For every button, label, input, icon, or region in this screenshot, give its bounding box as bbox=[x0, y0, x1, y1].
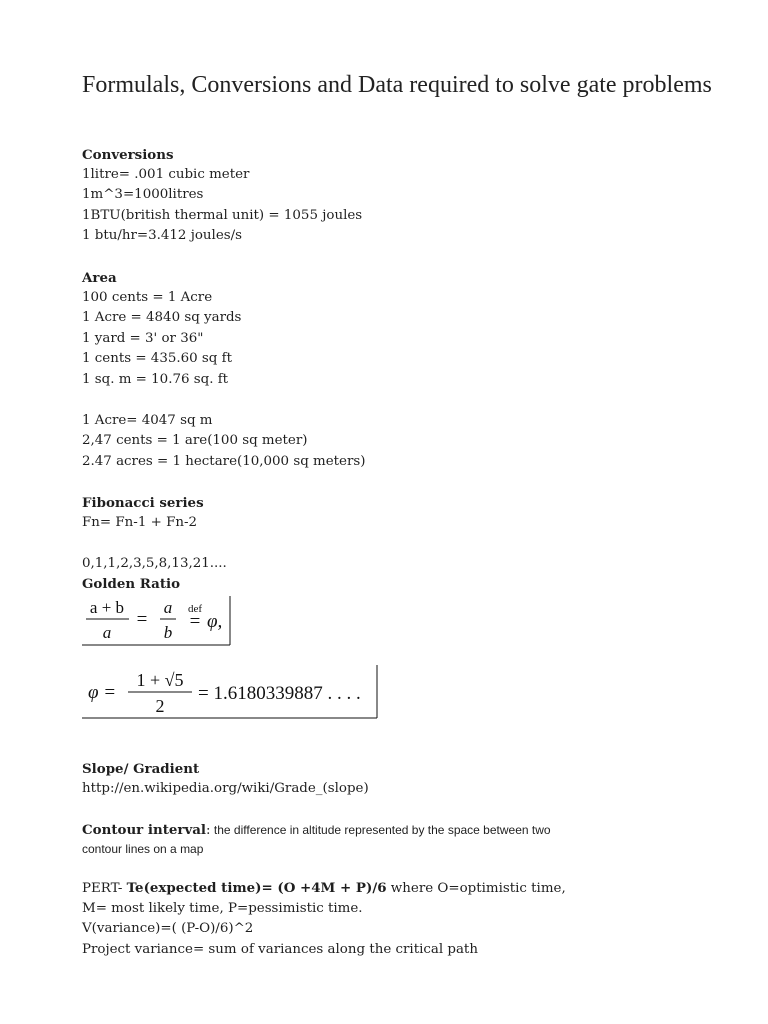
conversion-line: 1 btu/hr=3.412 joules/s bbox=[82, 228, 243, 243]
contour-description: the difference in altitude represented by the space between two bbox=[210, 823, 551, 837]
slope-heading: Slope/ Gradient bbox=[82, 761, 200, 777]
pert-formula: Te(expected time)= (O +4M + P)/6 bbox=[126, 880, 387, 896]
svg-text:=: = bbox=[189, 611, 201, 632]
conversion-line: 1litre= .001 cubic meter bbox=[82, 167, 250, 182]
contour-description-cont: contour lines on a map bbox=[82, 842, 204, 856]
eq1-numerator-left: a + b bbox=[89, 598, 125, 617]
eq2-lhs: φ = bbox=[88, 682, 117, 703]
area-heading: Area bbox=[82, 270, 117, 286]
eq1-denominator-left: a bbox=[102, 623, 112, 642]
eq1-numerator-mid: a bbox=[163, 598, 173, 617]
golden-ratio-equation-2 bbox=[82, 662, 382, 720]
slope-url: http://en.wikipedia.org/wiki/Grade_(slope) bbox=[82, 781, 369, 796]
area-line: 1 cents = 435.60 sq ft bbox=[82, 351, 232, 366]
pert-prefix: PERT- bbox=[82, 881, 127, 896]
fibonacci-heading: Fibonacci series bbox=[82, 495, 204, 511]
area-line: 100 cents = 1 Acre bbox=[82, 290, 213, 305]
eq2-rhs: = 1.6180339887 . . . . bbox=[198, 683, 361, 704]
fibonacci-sequence: 0,1,1,2,3,5,8,13,21.... bbox=[82, 556, 227, 571]
eq1-rhs: φ, bbox=[207, 611, 223, 632]
conversion-line: 1BTU(british thermal unit) = 1055 joules bbox=[82, 208, 363, 223]
area-line: 2.47 acres = 1 hectare(10,000 sq meters) bbox=[82, 454, 366, 469]
golden-ratio-equation-1 bbox=[82, 594, 242, 648]
pert-line-3: V(variance)=( (P-O)/6)^2 bbox=[82, 921, 254, 936]
eq2-denominator: 2 bbox=[155, 696, 165, 716]
pert-line-1 bbox=[82, 878, 566, 899]
area-line: 2,47 cents = 1 are(100 sq meter) bbox=[82, 433, 308, 448]
contour-heading: Contour interval bbox=[82, 822, 207, 838]
eq1-denominator-mid: b bbox=[163, 623, 173, 642]
eq2-numerator: 1 + √5 bbox=[136, 670, 184, 690]
area-line: 1 Acre = 4840 sq yards bbox=[82, 310, 242, 325]
page-title: Formulals, Conversions and Data required to solve gate problems bbox=[82, 72, 712, 98]
area-line: 1 yard = 3' or 36" bbox=[82, 331, 204, 346]
contour-colon: : bbox=[206, 823, 211, 838]
fibonacci-formula: Fn= Fn-1 + Fn-2 bbox=[82, 515, 198, 530]
conversion-line: 1m^3=1000litres bbox=[82, 187, 204, 202]
contour-line-1 bbox=[82, 820, 551, 841]
conversions-heading: Conversions bbox=[82, 147, 174, 163]
pert-line-2: M= most likely time, P=pessimistic time. bbox=[82, 901, 363, 916]
golden-ratio-heading: Golden Ratio bbox=[82, 576, 181, 592]
area-line: 1 sq. m = 10.76 sq. ft bbox=[82, 372, 229, 387]
pert-line-4: Project variance= sum of variances along the critical path bbox=[82, 942, 478, 957]
pert-definition: where O=optimistic time, bbox=[386, 881, 566, 896]
eq1-equals: = bbox=[136, 609, 148, 630]
area-line: 1 Acre= 4047 sq m bbox=[82, 413, 213, 428]
eq1-def-label: def bbox=[187, 603, 203, 615]
